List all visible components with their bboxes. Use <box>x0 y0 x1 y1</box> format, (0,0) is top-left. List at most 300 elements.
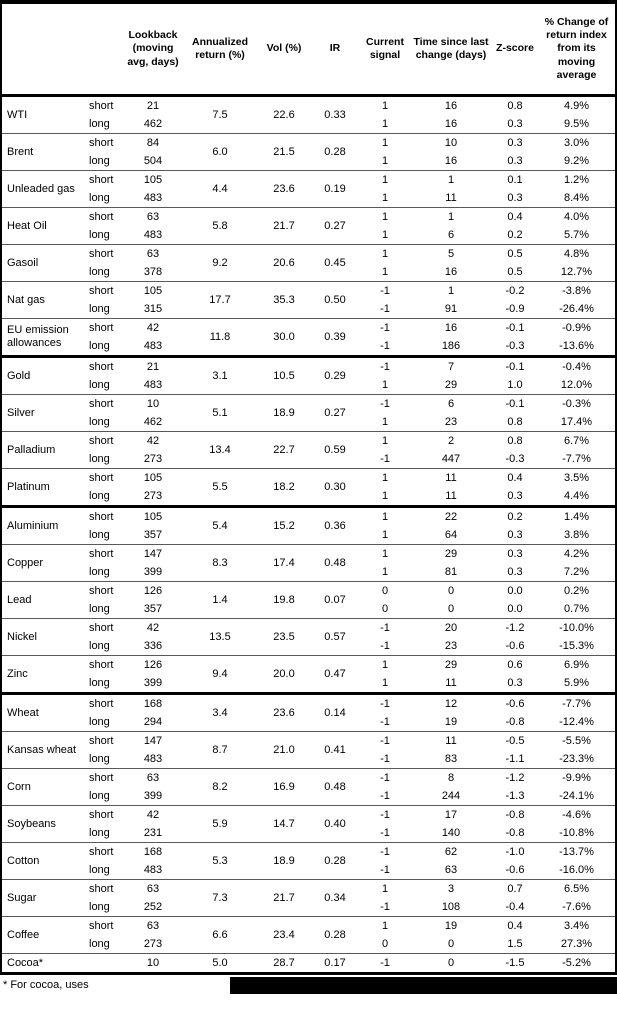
pct-change-cell: -24.1% <box>559 790 594 802</box>
time-since-change-cell: 11 <box>445 490 457 502</box>
z-score-cell: 0.7 <box>492 880 538 899</box>
horizon-cell: short <box>83 694 124 714</box>
annualized-return-cell: 5.0 <box>182 954 258 973</box>
horizon-cell: short <box>83 656 124 675</box>
table-header <box>2 4 615 96</box>
lookback-cell: 504 <box>143 155 163 167</box>
pct-change-cell: 9.5% <box>563 118 590 130</box>
horizon-cell: short <box>83 432 124 451</box>
pct-change-cell: 1.2% <box>538 171 615 190</box>
z-score-cell: 0.4 <box>492 208 538 227</box>
table-row <box>2 619 615 638</box>
column-header-horizon <box>83 4 124 96</box>
current-signal-cell: -1 <box>380 827 390 839</box>
annualized-return-cell: 6.6 <box>182 917 258 954</box>
lookback-cell: 273 <box>143 938 163 950</box>
lookback-cell: 126 <box>124 582 182 601</box>
current-signal-cell: -1 <box>360 357 410 377</box>
commodity-name-cell: Copper <box>2 545 83 582</box>
current-signal-cell: -1 <box>360 769 410 788</box>
horizon-cell <box>83 954 124 973</box>
current-signal-cell: 1 <box>381 677 389 689</box>
time-since-change-cell: 0 <box>410 954 492 973</box>
pct-change-cell: 3.5% <box>538 469 615 488</box>
table-row <box>2 432 615 451</box>
current-signal-cell: 1 <box>381 192 389 204</box>
vol-cell: 30.0 <box>258 319 310 357</box>
annualized-return-cell: 1.4 <box>182 582 258 619</box>
time-since-change-cell: 11 <box>445 677 457 689</box>
commodity-name-cell: Cocoa* <box>2 954 83 973</box>
current-signal-cell: -1 <box>380 640 390 652</box>
lookback-cell: 126 <box>124 656 182 675</box>
horizon-cell: long <box>89 303 110 315</box>
time-since-change-cell: 6 <box>410 395 492 414</box>
time-since-change-cell: 29 <box>410 545 492 564</box>
lookback-cell: 63 <box>124 880 182 899</box>
pct-change-cell: -12.4% <box>559 716 594 728</box>
z-score-cell: -0.8 <box>492 806 538 825</box>
current-signal-cell: 1 <box>360 245 410 264</box>
horizon-cell: long <box>89 416 110 428</box>
current-signal-cell: 1 <box>360 171 410 190</box>
z-score-cell: -1.5 <box>492 954 538 973</box>
lookback-cell: 10 <box>124 395 182 414</box>
vol-cell: 19.8 <box>258 582 310 619</box>
z-score-cell: 1.0 <box>507 379 523 391</box>
z-score-cell: 0.5 <box>492 245 538 264</box>
horizon-cell: short <box>83 469 124 488</box>
current-signal-cell: 1 <box>360 208 410 227</box>
commodity-name-cell: Kansas wheat <box>2 732 83 769</box>
current-signal-cell: -1 <box>380 864 390 876</box>
commodity-name-cell: Sugar <box>2 880 83 917</box>
z-score-cell: 0.0 <box>507 603 523 615</box>
z-score-cell: -0.8 <box>505 716 525 728</box>
pct-change-cell: -4.6% <box>538 806 615 825</box>
table-row <box>2 208 615 227</box>
lookback-cell: 84 <box>124 134 182 153</box>
commodity-name-cell: Nat gas <box>2 282 83 319</box>
time-since-change-cell: 7 <box>410 357 492 377</box>
time-since-change-cell: 19 <box>444 716 458 728</box>
horizon-cell: long <box>89 753 110 765</box>
time-since-change-cell: 23 <box>444 640 458 652</box>
pct-change-cell: 6.9% <box>538 656 615 675</box>
lookback-cell: 273 <box>143 490 163 502</box>
current-signal-cell: -1 <box>360 395 410 414</box>
ir-cell: 0.45 <box>310 245 360 282</box>
ir-cell: 0.14 <box>310 694 360 732</box>
time-since-change-cell: 22 <box>410 507 492 527</box>
lookback-cell: 42 <box>124 432 182 451</box>
current-signal-cell: 1 <box>360 917 410 936</box>
ir-cell: 0.40 <box>310 806 360 843</box>
pct-change-cell: 12.0% <box>560 379 593 391</box>
ir-cell: 0.50 <box>310 282 360 319</box>
time-since-change-cell: 23 <box>444 416 458 428</box>
annualized-return-cell: 3.4 <box>182 694 258 732</box>
z-score-cell: 1.5 <box>507 938 523 950</box>
pct-change-cell: 9.2% <box>563 155 590 167</box>
annualized-return-cell: 6.0 <box>182 134 258 171</box>
commodity-name-cell: Coffee <box>2 917 83 954</box>
ir-cell: 0.17 <box>310 954 360 973</box>
horizon-cell: short <box>83 395 124 414</box>
current-signal-cell: 1 <box>360 656 410 675</box>
table-row <box>2 769 615 788</box>
time-since-change-cell: 0 <box>447 938 455 950</box>
current-signal-cell: 1 <box>360 545 410 564</box>
ir-cell: 0.07 <box>310 582 360 619</box>
annualized-return-cell: 4.4 <box>182 171 258 208</box>
pct-change-cell: -13.7% <box>538 843 615 862</box>
current-signal-cell: 1 <box>360 507 410 527</box>
table-row <box>2 656 615 675</box>
vol-cell: 23.6 <box>258 171 310 208</box>
horizon-cell: short <box>83 732 124 751</box>
z-score-cell: 0.3 <box>492 545 538 564</box>
lookback-cell: 63 <box>124 208 182 227</box>
table-row <box>2 96 615 116</box>
pct-change-cell: 12.7% <box>560 266 593 278</box>
table-row <box>2 806 615 825</box>
column-header-commodity <box>2 4 83 96</box>
horizon-cell: short <box>83 282 124 301</box>
horizon-cell: short <box>83 245 124 264</box>
time-since-change-cell: 108 <box>441 901 461 913</box>
z-score-cell: -0.1 <box>492 395 538 414</box>
pct-change-cell: -0.4% <box>538 357 615 377</box>
horizon-cell: short <box>83 208 124 227</box>
ir-cell: 0.34 <box>310 880 360 917</box>
vol-cell: 28.7 <box>258 954 310 973</box>
current-signal-cell: 1 <box>360 134 410 153</box>
current-signal-cell: -1 <box>360 843 410 862</box>
z-score-cell: 0.3 <box>492 134 538 153</box>
lookback-cell: 399 <box>143 566 163 578</box>
time-since-change-cell: 29 <box>444 379 458 391</box>
time-since-change-cell: 244 <box>441 790 461 802</box>
time-since-change-cell: 12 <box>410 694 492 714</box>
commodity-name-cell: Gold <box>2 357 83 395</box>
z-score-cell: -0.8 <box>505 827 525 839</box>
horizon-cell: long <box>89 453 110 465</box>
commodity-name-cell: Gasoil <box>2 245 83 282</box>
horizon-cell: short <box>89 100 114 112</box>
pct-change-cell: 4.0% <box>538 208 615 227</box>
z-score-cell: -1.1 <box>505 753 525 765</box>
current-signal-cell: 1 <box>381 266 389 278</box>
z-score-cell: -0.1 <box>492 319 538 338</box>
time-since-change-cell: 0 <box>410 582 492 601</box>
commodity-name-cell: Platinum <box>2 469 83 507</box>
lookback-cell: 10 <box>124 954 182 973</box>
ir-cell: 0.47 <box>310 656 360 694</box>
ir-cell: 0.41 <box>310 732 360 769</box>
z-score-cell: -0.6 <box>505 640 525 652</box>
table-row <box>2 917 615 936</box>
time-since-change-cell: 10 <box>410 134 492 153</box>
pct-change-cell: 4.2% <box>538 545 615 564</box>
time-since-change-cell: 16 <box>444 155 458 167</box>
pct-change-cell: 1.4% <box>538 507 615 527</box>
vol-cell: 15.2 <box>258 507 310 545</box>
commodity-name-cell: Cotton <box>2 843 83 880</box>
z-score-cell: 0.2 <box>492 507 538 527</box>
ir-cell: 0.30 <box>310 469 360 507</box>
time-since-change-cell: 140 <box>441 827 461 839</box>
time-since-change-cell: 29 <box>410 656 492 675</box>
z-score-cell: 0.3 <box>507 529 523 541</box>
pct-change-cell: 8.4% <box>563 192 590 204</box>
commodity-name-cell: Lead <box>2 582 83 619</box>
pct-change-cell: -7.6% <box>562 901 591 913</box>
current-signal-cell: -1 <box>360 319 410 338</box>
vol-cell: 22.6 <box>273 109 295 121</box>
signals-table <box>2 4 615 972</box>
horizon-cell: long <box>89 529 110 541</box>
annualized-return-cell: 5.8 <box>182 208 258 245</box>
horizon-cell: long <box>89 716 110 728</box>
time-since-change-cell: 0 <box>447 603 455 615</box>
pct-change-cell: 0.7% <box>563 603 590 615</box>
z-score-cell: -0.5 <box>492 732 538 751</box>
table-row <box>2 282 615 301</box>
lookback-cell: 42 <box>124 806 182 825</box>
pct-change-cell: 3.8% <box>563 529 590 541</box>
horizon-cell: short <box>83 134 124 153</box>
horizon-cell: long <box>89 340 110 352</box>
horizon-cell: long <box>89 901 110 913</box>
vol-cell: 21.5 <box>258 134 310 171</box>
commodity-name-cell: Zinc <box>2 656 83 694</box>
vol-cell: 21.0 <box>258 732 310 769</box>
pct-change-cell: 17.4% <box>560 416 593 428</box>
pct-change-cell: 3.0% <box>538 134 615 153</box>
z-score-cell: 0.8 <box>507 100 523 112</box>
lookback-cell: 399 <box>143 790 163 802</box>
time-since-change-cell: 64 <box>444 529 458 541</box>
annualized-return-cell: 5.5 <box>182 469 258 507</box>
z-score-cell: 0.5 <box>507 266 523 278</box>
pct-change-cell: 3.4% <box>538 917 615 936</box>
annualized-return-cell: 8.2 <box>182 769 258 806</box>
time-since-change-cell: 1 <box>410 171 492 190</box>
time-since-change-cell: 8 <box>410 769 492 788</box>
time-since-change-cell: 447 <box>441 453 461 465</box>
pct-change-cell: -10.0% <box>538 619 615 638</box>
vol-cell: 17.4 <box>258 545 310 582</box>
annualized-return-cell: 13.4 <box>182 432 258 469</box>
horizon-cell: short <box>83 507 124 527</box>
column-header-ir: IR <box>310 4 360 96</box>
vol-cell: 23.4 <box>258 917 310 954</box>
lookback-cell: 21 <box>146 100 160 112</box>
current-signal-cell: 1 <box>381 379 389 391</box>
current-signal-cell: 0 <box>381 938 389 950</box>
horizon-cell: short <box>83 171 124 190</box>
time-since-change-cell: 17 <box>410 806 492 825</box>
column-header-vol: Vol (%) <box>258 4 310 96</box>
horizon-cell: short <box>83 357 124 377</box>
lookback-cell: 357 <box>143 529 163 541</box>
z-score-cell: -0.9 <box>505 303 525 315</box>
current-signal-cell: -1 <box>360 619 410 638</box>
z-score-cell: 0.8 <box>507 416 523 428</box>
vol-cell: 21.7 <box>258 880 310 917</box>
current-signal-cell: -1 <box>380 716 390 728</box>
table-row <box>2 880 615 899</box>
commodity-name-cell: Silver <box>2 395 83 432</box>
pct-change-cell: -7.7% <box>538 694 615 714</box>
annualized-return-cell: 11.8 <box>182 319 258 357</box>
current-signal-cell: -1 <box>380 753 390 765</box>
vol-cell: 21.7 <box>258 208 310 245</box>
ir-cell: 0.33 <box>324 109 346 121</box>
ir-cell: 0.28 <box>310 843 360 880</box>
horizon-cell: short <box>83 917 124 936</box>
pct-change-cell: -5.2% <box>538 954 615 973</box>
commodity-name-cell: Wheat <box>2 694 83 732</box>
lookback-cell: 147 <box>124 545 182 564</box>
z-score-cell: -0.2 <box>492 282 538 301</box>
pct-change-cell: -26.4% <box>559 303 594 315</box>
z-score-cell: 0.6 <box>492 656 538 675</box>
table-row <box>2 843 615 862</box>
pct-change-cell: 6.7% <box>538 432 615 451</box>
vol-cell: 16.9 <box>258 769 310 806</box>
horizon-cell: long <box>89 155 110 167</box>
lookback-cell: 273 <box>143 453 163 465</box>
lookback-cell: 105 <box>124 171 182 190</box>
table-row <box>2 395 615 414</box>
time-since-change-cell: 6 <box>447 229 455 241</box>
column-header-current-signal: Current signal <box>360 4 410 96</box>
time-since-change-cell: 16 <box>444 266 458 278</box>
column-header-annualized-return: Annualized return (%) <box>182 4 258 96</box>
current-signal-cell: 1 <box>360 880 410 899</box>
lookback-cell: 357 <box>143 603 163 615</box>
time-since-change-cell: 83 <box>444 753 458 765</box>
z-score-cell: 0.3 <box>507 490 523 502</box>
pct-change-cell: -3.8% <box>538 282 615 301</box>
lookback-cell: 399 <box>143 677 163 689</box>
current-signal-cell: 1 <box>381 229 389 241</box>
horizon-cell: long <box>89 490 110 502</box>
lookback-cell: 483 <box>143 379 163 391</box>
ir-cell: 0.28 <box>310 917 360 954</box>
ir-cell: 0.39 <box>310 319 360 357</box>
current-signal-cell: 1 <box>381 490 389 502</box>
lookback-cell: 252 <box>143 901 163 913</box>
horizon-cell: short <box>83 880 124 899</box>
lookback-cell: 462 <box>143 118 163 130</box>
lookback-cell: 483 <box>143 192 163 204</box>
current-signal-cell: -1 <box>380 901 390 913</box>
current-signal-cell: -1 <box>360 954 410 973</box>
current-signal-cell: 1 <box>360 469 410 488</box>
ir-cell: 0.27 <box>310 208 360 245</box>
commodity-name-cell: WTI <box>7 108 28 121</box>
ir-cell: 0.57 <box>310 619 360 656</box>
ir-cell: 0.48 <box>310 769 360 806</box>
annualized-return-cell: 7.5 <box>212 109 228 121</box>
vol-cell: 18.2 <box>258 469 310 507</box>
horizon-cell: short <box>83 806 124 825</box>
horizon-cell: long <box>89 790 110 802</box>
current-signal-cell: -1 <box>380 790 390 802</box>
pct-change-cell: 5.9% <box>563 677 590 689</box>
footnote <box>0 975 617 994</box>
z-score-cell: 0.3 <box>507 677 523 689</box>
horizon-cell: short <box>83 619 124 638</box>
lookback-cell: 336 <box>143 640 163 652</box>
time-since-change-cell: 63 <box>444 864 458 876</box>
ir-cell: 0.36 <box>310 507 360 545</box>
table-row <box>2 545 615 564</box>
ir-cell: 0.19 <box>310 171 360 208</box>
current-signal-cell: 1 <box>381 155 389 167</box>
table-row <box>2 582 615 601</box>
z-score-cell: -1.2 <box>492 619 538 638</box>
lookback-cell: 63 <box>124 917 182 936</box>
time-since-change-cell: 62 <box>410 843 492 862</box>
pct-change-cell: 0.2% <box>538 582 615 601</box>
lookback-cell: 483 <box>143 753 163 765</box>
annualized-return-cell: 17.7 <box>182 282 258 319</box>
current-signal-cell: 1 <box>381 100 389 112</box>
lookback-cell: 105 <box>124 507 182 527</box>
commodity-name-cell: Unleaded gas <box>2 171 83 208</box>
z-score-cell: 0.1 <box>492 171 538 190</box>
current-signal-cell: 0 <box>360 582 410 601</box>
time-since-change-cell: 3 <box>410 880 492 899</box>
time-since-change-cell: 11 <box>410 469 492 488</box>
pct-change-cell: -23.3% <box>559 753 594 765</box>
pct-change-cell: -10.8% <box>559 827 594 839</box>
table-row <box>2 732 615 751</box>
annualized-return-cell: 9.4 <box>182 656 258 694</box>
lookback-cell: 42 <box>124 319 182 338</box>
current-signal-cell: 1 <box>381 566 389 578</box>
z-score-cell: -1.3 <box>505 790 525 802</box>
horizon-cell: long <box>89 864 110 876</box>
header-row <box>2 4 615 96</box>
lookback-cell: 231 <box>143 827 163 839</box>
commodity-name-cell: Heat Oil <box>2 208 83 245</box>
z-score-cell: 0.3 <box>507 192 523 204</box>
lookback-cell: 378 <box>143 266 163 278</box>
annualized-return-cell: 5.1 <box>182 395 258 432</box>
lookback-cell: 294 <box>143 716 163 728</box>
z-score-cell: -0.3 <box>505 340 525 352</box>
lookback-cell: 315 <box>143 303 163 315</box>
time-since-change-cell: 5 <box>410 245 492 264</box>
z-score-cell: 0.3 <box>507 155 523 167</box>
horizon-cell: long <box>89 938 110 950</box>
pct-change-cell: -0.3% <box>538 395 615 414</box>
vol-cell: 10.5 <box>258 357 310 395</box>
table-body <box>2 96 615 973</box>
current-signal-cell: 0 <box>381 603 389 615</box>
lookback-cell: 483 <box>143 864 163 876</box>
footnote-redaction-bar <box>230 977 617 994</box>
lookback-cell: 462 <box>143 416 163 428</box>
lookback-cell: 168 <box>124 843 182 862</box>
lookback-cell: 42 <box>124 619 182 638</box>
time-since-change-cell: 16 <box>444 100 458 112</box>
